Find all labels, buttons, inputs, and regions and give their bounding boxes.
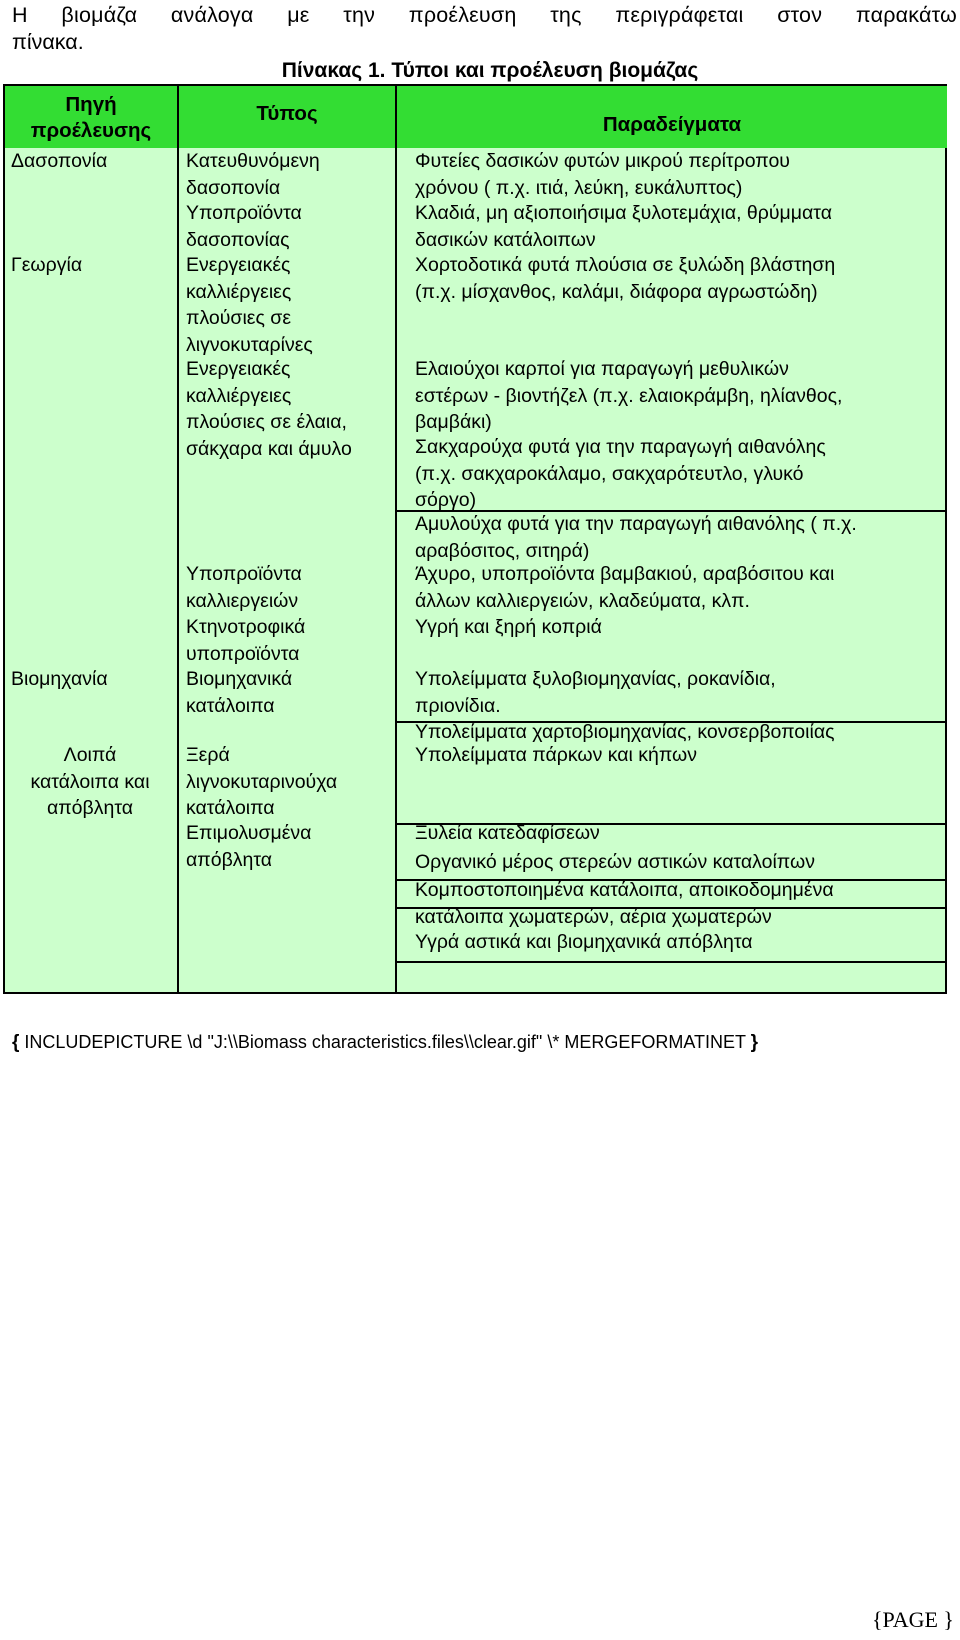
source-industry: Βιομηχανία	[11, 668, 108, 690]
example-row: Υγρή και ξηρή κοπριά	[415, 616, 602, 638]
column-divider	[177, 86, 179, 992]
type-industrial-residues: Βιομηχανικά κατάλοιπα	[186, 668, 293, 717]
example-row: Υγρά αστικά και βιομηχανικά απόβλητα	[415, 931, 753, 953]
example-row: Σακχαρούχα φυτά για την παραγωγή αιθανόλης (π.χ. σακχαροκάλαμο, σακχαρότευτλο, γλυκό σόργο)	[415, 436, 826, 511]
example-row: Οργανικό μέρος στερεών αστικών καταλοίπων	[415, 851, 815, 873]
type-directed-forestry: Κατευθυνόμενη δασοπονία	[186, 150, 320, 199]
page-number-field: {PAGE }	[871, 1607, 954, 1632]
type-forestry-byproducts: Υποπροϊόντα δασοπονίας	[186, 202, 302, 251]
example-row: Υπολείμματα ξυλοβιομηχανίας, ροκανίδια, πριονίδια.	[415, 668, 776, 717]
column-divider	[395, 86, 397, 992]
example-row: Ελαιούχοι καρποί για παραγωγή μεθυλικών εστέρων - βιοντήζελ (π.χ. ελαιοκράμβη, ηλίανθος, βαμβάκι)	[415, 358, 843, 433]
type-oil-sugar-starch-crops: Ενεργειακές καλλιέργειες πλούσιες σε έλαια, σάκχαρα και άμυλο	[186, 358, 352, 460]
type-livestock-byproducts: Κτηνοτροφικά υποπροϊόντα	[186, 616, 306, 665]
example-row: Κλαδιά, μη αξιοποιήσιμα ξυλοτεμάχια, θρύμματα δασικών κατάλοιπων	[415, 202, 832, 251]
example-row: Υπολείμματα πάρκων και κήπων	[415, 744, 698, 766]
source-forestry: Δασοπονία	[11, 150, 108, 172]
header-source: Πηγή προέλευσης	[5, 86, 177, 148]
source-agriculture: Γεωργία	[11, 254, 83, 276]
table-caption: Πίνακας 1. Τύποι και προέλευση βιομάζας	[281, 59, 699, 82]
intro-paragraph-line2: πίνακα.	[12, 30, 84, 54]
example-row: Χορτοδοτικά φυτά πλούσια σε ξυλώδη βλάστηση (π.χ. μίσχανθος, καλάμι, διάφορα αγρωστώδη)	[415, 254, 836, 303]
header-type: Τύπος	[179, 86, 395, 148]
example-row: Ξυλεία κατεδαφίσεων	[415, 822, 600, 844]
example-row: Κομποστοποιημένα κατάλοιπα, αποικοδομημένα κατάλοιπα χωματερών, αέρια χωματερών	[415, 879, 834, 928]
type-contaminated-waste: Επιμολυσμένα απόβλητα	[186, 822, 312, 871]
row-divider	[397, 961, 945, 963]
biomass-table	[3, 84, 947, 994]
source-other: Λοιπά κατάλοιπα και απόβλητα	[30, 744, 150, 819]
header-examples: Παραδείγματα	[397, 86, 947, 148]
includepicture-field-code: { INCLUDEPICTURE \d "J:\\Biomass characteristics.files\\clear.gif" \* MERGEFORMATINET }	[12, 1032, 759, 1053]
example-row: Άχυρο, υποπροϊόντα βαμβακιού, αραβόσιτου και άλλων καλλιεργειών, κλαδεύματα, κλπ.	[415, 563, 835, 612]
example-row: Αμυλούχα φυτά για την παραγωγή αιθανόλης ( π.χ. αραβόσιτος, σιτηρά)	[415, 513, 857, 562]
example-row: Υπολείμματα χαρτοβιομηχανίας, κονσερβοποιίας	[415, 721, 835, 743]
example-row: Φυτείες δασικών φυτών μικρού περίτροπου χρόνου ( π.χ. ιτιά, λεύκη, ευκάλυπτος)	[415, 150, 790, 199]
type-lignocellulosic-crops: Ενεργειακές καλλιέργειες πλούσιες σε λιγνοκυταρίνες	[186, 254, 313, 356]
intro-paragraph-line1: Η βιομάζα ανάλογα με την προέλευση της περιγράφεται στον παρακάτω	[12, 3, 957, 27]
type-crop-byproducts: Υποπροϊόντα καλλιεργειών	[186, 563, 302, 612]
type-dry-lignocellulosic-residues: Ξερά λιγνοκυταρινούχα κατάλοιπα	[186, 744, 338, 819]
